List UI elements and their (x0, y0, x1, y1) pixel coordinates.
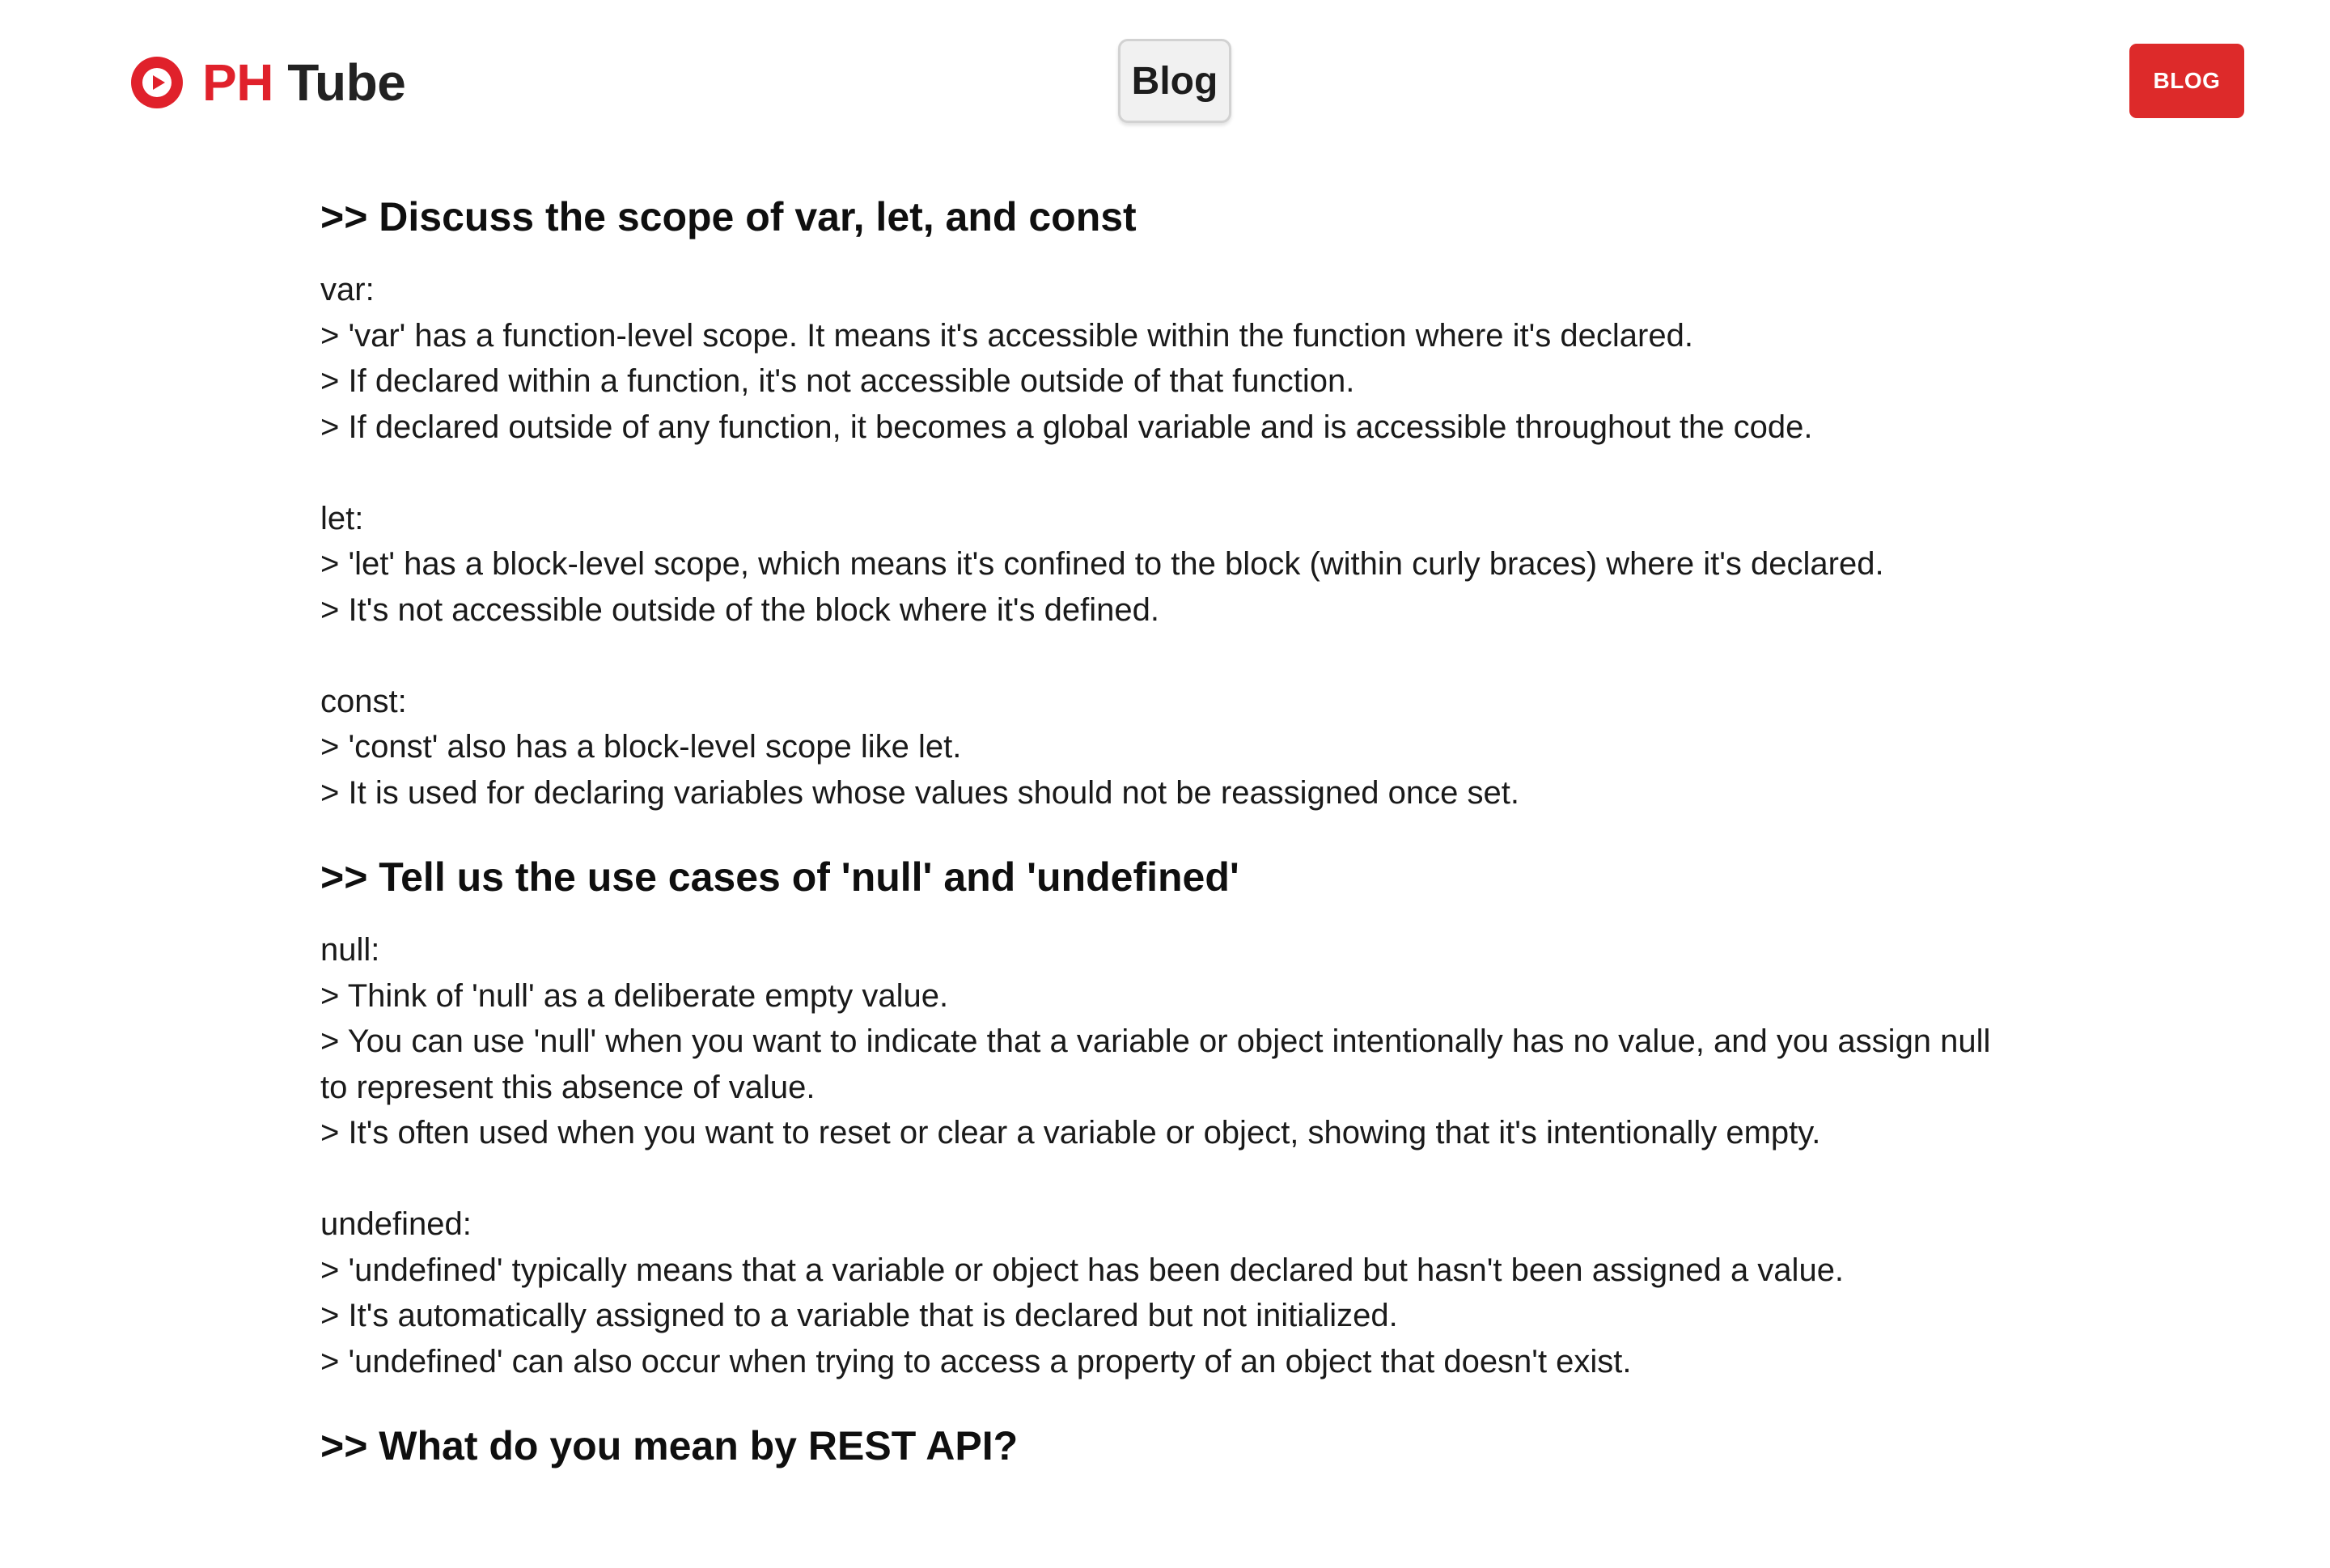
answer-line: > If declared outside of any function, it becomes a global variable and is accessible throughout the code. (320, 409, 1813, 445)
logo-text (202, 53, 405, 112)
answer-line: > It's often used when you want to reset or clear a variable or object, showing that it's intentionally empty. (320, 1115, 1821, 1151)
term-group-undefined (320, 1201, 2003, 1384)
answer-line: > 'let' has a block-level scope, which means it's confined to the block (within curly braces) where it's declared. (320, 546, 1884, 582)
answer-line: > It's automatically assigned to a variable that is declared but not initialized. (320, 1298, 1398, 1333)
term-label: const: (320, 683, 407, 719)
answer-line: > It is used for declaring variables whose values should not be reassigned once set. (320, 774, 1519, 811)
blog-content (320, 188, 2003, 1475)
logo-text-suffix: Tube (287, 53, 406, 112)
answer-line: > Think of 'null' as a deliberate empty value. (320, 977, 949, 1014)
faq-answer (320, 267, 2003, 816)
logo-text-prefix: PH (202, 53, 273, 112)
answer-line: > 'var' has a function-level scope. It means it's accessible within the function where it's declared. (320, 317, 1693, 354)
logo[interactable] (129, 53, 405, 112)
term-label: null: (320, 932, 380, 968)
term-group-const (320, 679, 2003, 816)
faq-section (320, 848, 2003, 1384)
term-label: var: (320, 272, 375, 307)
term-label: undefined: (320, 1206, 472, 1242)
faq-question: >> Discuss the scope of var, let, and const (320, 194, 1137, 239)
faq-section (320, 188, 2003, 816)
term-group-let (320, 496, 2003, 634)
term-group-var (320, 267, 2003, 450)
site-header (0, 0, 2330, 162)
answer-line: > If declared within a function, it's not accessible outside of that function. (320, 363, 1355, 399)
term-label: let: (320, 500, 364, 536)
answer-line: > 'const' also has a block-level scope like let. (320, 729, 962, 765)
answer-line: > You can use 'null' when you want to indicate that a variable or object intentionally has no value, and you assign null to represent this absence of value. (320, 1023, 1991, 1105)
blog-nav-button[interactable]: Blog (1118, 39, 1231, 123)
term-group-null (320, 927, 2003, 1156)
answer-line: > 'undefined' typically means that a variable or object has been declared but hasn't been assigned a value. (320, 1252, 1845, 1288)
faq-answer (320, 927, 2003, 1384)
faq-question: >> Tell us the use cases of 'null' and 'undefined' (320, 854, 1239, 900)
answer-line: > It's not accessible outside of the block where it's defined. (320, 591, 1159, 628)
faq-question: >> What do you mean by REST API? (320, 1423, 1019, 1468)
blog-cta-button[interactable]: BLOG (2129, 44, 2244, 118)
faq-section (320, 1417, 2003, 1475)
answer-line: > 'undefined' can also occur when trying to access a property of an object that doesn't exist. (320, 1343, 1632, 1379)
play-circle-icon (129, 55, 184, 110)
